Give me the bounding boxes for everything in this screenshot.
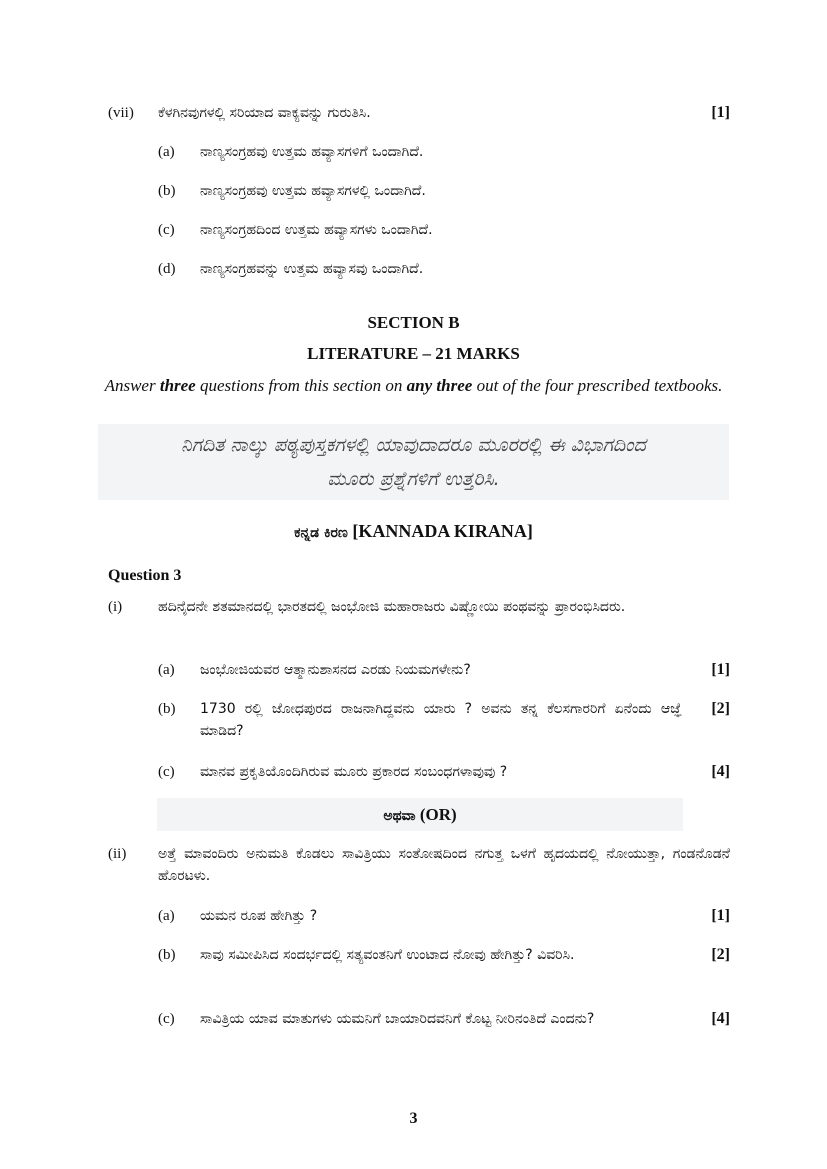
marks: [4] bbox=[711, 1010, 730, 1027]
question-text: ಅತ್ತೆ ಮಾವಂದಿರು ಅನುಮತಿ ಕೊಡಲು ಸಾವಿತ್ರಿಯು ಸಂತೋಷದಿಂದ ನಗುತ್ತ ಒಳಗೆ ಹೃದಯದಲ್ಲಿ ನೋಯುತ್ತಾ, ಗಂಡನೊಡನೆ ಹೊರಟಳು. bbox=[158, 846, 730, 884]
section-instructions bbox=[98, 374, 729, 397]
part-label: (b) bbox=[158, 701, 176, 717]
option-label: (a) bbox=[158, 144, 175, 160]
option-text: ನಾಣ್ಯಸಂಗ್ರಹವು ಉತ್ತಮ ಹವ್ಯಾಸಗಳಿಗೆ ಒಂದಾಗಿದೆ. bbox=[200, 144, 424, 160]
part-text: ಮಾನವ ಪ್ರಕೃತಿಯೊಂದಿಗಿರುವ ಮೂರು ಪ್ರಕಾರದ ಸಂಬಂಧಗಳಾವುವು ? bbox=[200, 764, 508, 780]
instr-kn-line1: ನಿಗದಿತ ನಾಲ್ಕು ಪಠ್ಯಪುಸ್ತಕಗಳಲ್ಲಿ ಯಾವುದಾದರೂ ಮೂರರಲ್ಲಿ ಈ ವಿಭಾಗದಿಂದ bbox=[181, 434, 646, 456]
part-label: (c) bbox=[158, 764, 175, 780]
marks: [2] bbox=[711, 700, 730, 717]
section-subtitle: LITERATURE – 21 MARKS bbox=[307, 344, 520, 363]
option-label: (c) bbox=[158, 222, 175, 238]
book-title-en: [KANNADA KIRANA] bbox=[352, 521, 533, 541]
option-label: (d) bbox=[158, 261, 176, 277]
part-text: ಯಮನ ರೂಪ ಹೇಗಿತ್ತು ? bbox=[200, 908, 318, 924]
option-text: ನಾಣ್ಯಸಂಗ್ರಹದಿಂದ ಉತ್ತಮ ಹವ್ಯಾಸಗಳು ಒಂದಾಗಿದೆ. bbox=[200, 222, 433, 238]
section-title: SECTION B bbox=[367, 313, 460, 332]
part-label: (b) bbox=[158, 947, 176, 963]
instr-bold: any three bbox=[406, 376, 473, 395]
marks: [4] bbox=[711, 763, 730, 780]
instr-text: out of the four prescribed textbooks. bbox=[472, 376, 723, 395]
part-text: ಜಂಭೋಜಿಯವರ ಆತ್ಮಾನುಶಾಸನದ ಎರಡು ನಿಯಮಗಳೇನು? bbox=[200, 662, 471, 678]
part-text: ಸಾವು ಸಮೀಪಿಸಿದ ಸಂದರ್ಭದಲ್ಲಿ ಸತ್ಯವಂತನಿಗೆ ಉಂಟಾದ ನೋವು ಹೇಗಿತ್ತು? ವಿವರಿಸಿ. bbox=[200, 947, 575, 963]
question-title: Question 3 bbox=[108, 567, 182, 584]
book-title bbox=[0, 521, 827, 542]
question-text: ಕೆಳಗಿನವುಗಳಲ್ಲಿ ಸರಿಯಾದ ವಾಕ್ಯವನ್ನು ಗುರುತಿಸಿ. bbox=[158, 105, 371, 121]
book-title-kn: ಕನ್ನಡ ಕಿರಣ bbox=[294, 525, 348, 541]
or-kn: ಅಥವಾ bbox=[383, 808, 416, 824]
question-number: (vii) bbox=[108, 105, 134, 121]
instr-text: questions from this section on bbox=[195, 376, 407, 395]
marks: [1] bbox=[711, 907, 730, 924]
question-number: (i) bbox=[108, 599, 123, 615]
marks: [1] bbox=[711, 104, 730, 121]
part-label: (a) bbox=[158, 908, 175, 924]
instr-kn-line2: ಮೂರು ಪ್ರಶ್ನೆಗಳಿಗೆ ಉತ್ತರಿಸಿ. bbox=[327, 468, 500, 490]
part-label: (c) bbox=[158, 1011, 175, 1027]
page-number: 3 bbox=[409, 1110, 418, 1127]
instr-bold: three bbox=[159, 376, 196, 395]
option-text: ನಾಣ್ಯಸಂಗ್ರಹವು ಉತ್ತಮ ಹವ್ಯಾಸಗಳಲ್ಲಿ ಒಂದಾಗಿದೆ. bbox=[200, 183, 426, 199]
or-divider bbox=[157, 798, 683, 831]
marks: [2] bbox=[711, 946, 730, 963]
option-text: ನಾಣ್ಯಸಂಗ್ರಹವನ್ನು ಉತ್ತಮ ಹವ್ಯಾಸವು ಒಂದಾಗಿದೆ. bbox=[200, 261, 424, 277]
kannada-instructions bbox=[98, 424, 729, 500]
question-text: ಹದಿನೈದನೇ ಶತಮಾನದಲ್ಲಿ ಭಾರತದಲ್ಲಿ ಜಂಭೋಜಿ ಮಹಾರಾಜರು ವಿಷ್ಣೋಯಿ ಪಂಥವನ್ನು ಪ್ರಾರಂಭಿಸಿದರು. bbox=[158, 599, 626, 615]
question-number: (ii) bbox=[108, 846, 127, 862]
part-text: ಸಾವಿತ್ರಿಯ ಯಾವ ಮಾತುಗಳು ಯಮನಿಗೆ ಬಾಯಾರಿದವನಿಗೆ ಕೊಟ್ಟ ನೀರಿನಂತಿದೆ ಎಂದನು? bbox=[200, 1011, 595, 1027]
option-label: (b) bbox=[158, 183, 176, 199]
marks: [1] bbox=[711, 661, 730, 678]
or-en: (OR) bbox=[419, 805, 457, 824]
part-label: (a) bbox=[158, 662, 175, 678]
part-text: 1730 ರಲ್ಲಿ ಜೋಧಪುರದ ರಾಜನಾಗಿದ್ದವನು ಯಾರು ? ಅವನು ತನ್ನ ಕೆಲಸಗಾರರಿಗೆ ಏನೆಂದು ಆಜ್ಞೆ ಮಾಡಿದ? bbox=[200, 701, 682, 739]
instr-text: Answer bbox=[104, 376, 160, 395]
